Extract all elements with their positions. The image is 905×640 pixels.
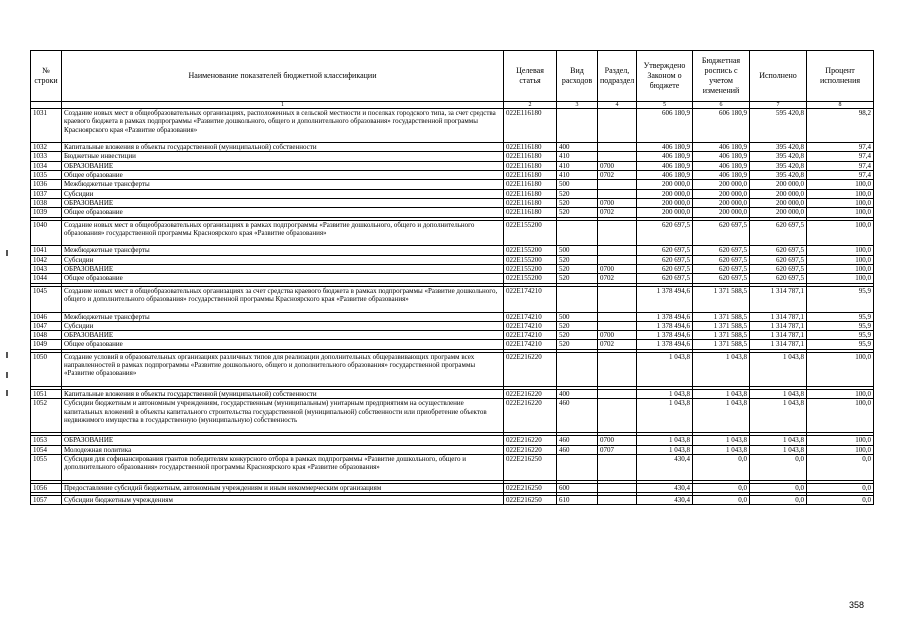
table-header-row [31, 51, 874, 102]
indicator-name-cell: Создание условий в образовательных организациях различных типов для реализации дополнительных общеразвивающих программ всех направленностей в рамках подпрограммы «Развитие дошкольного, общего и дополнительного образования» государственной программы «Развитие образования» [62, 352, 504, 386]
indicator-name-cell: Молодежная политика [62, 445, 504, 454]
expense-type-cell: 520 [557, 189, 598, 198]
table-row [31, 152, 874, 161]
expense-type-cell: 520 [557, 274, 598, 283]
section-cell [598, 483, 637, 492]
header-section: Раздел, подраздел [598, 51, 637, 102]
expense-type-cell: 410 [557, 161, 598, 170]
target-article-cell: 022Е116180 [504, 208, 557, 217]
approved-amount-cell: 430,4 [637, 483, 693, 492]
section-cell [598, 255, 637, 264]
expense-type-cell: 520 [557, 198, 598, 207]
execution-percent-cell: 100,0 [807, 265, 874, 274]
execution-percent-cell: 100,0 [807, 274, 874, 283]
expense-type-cell: 520 [557, 265, 598, 274]
schedule-amount-cell: 406 180,9 [693, 152, 750, 161]
section-cell: 0702 [598, 171, 637, 180]
section-cell: 0700 [598, 331, 637, 340]
approved-amount-cell: 430,4 [637, 496, 693, 505]
row-number-cell: 1040 [31, 220, 62, 246]
execution-percent-cell: 97,4 [807, 152, 874, 161]
row-number-cell: 1055 [31, 454, 62, 480]
indicator-name-cell: Капитальные вложения в объекты государственной (муниципальной) собственности [62, 143, 504, 152]
schedule-amount-cell: 1 371 588,5 [693, 340, 750, 349]
row-number-cell: 1057 [31, 496, 62, 505]
executed-amount-cell: 595 420,8 [750, 109, 807, 143]
target-article-cell: 022Е216220 [504, 445, 557, 454]
table-row [31, 143, 874, 152]
executed-amount-cell: 200 000,0 [750, 208, 807, 217]
table-row [31, 389, 874, 398]
execution-percent-cell: 98,2 [807, 109, 874, 143]
schedule-amount-cell: 406 180,9 [693, 143, 750, 152]
schedule-amount-cell: 620 697,5 [693, 255, 750, 264]
table-row [31, 189, 874, 198]
executed-amount-cell: 1 314 787,1 [750, 312, 807, 321]
indicator-name-cell: Общее образование [62, 208, 504, 217]
approved-amount-cell: 200 000,0 [637, 208, 693, 217]
table-row [31, 321, 874, 330]
approved-amount-cell: 620 697,5 [637, 220, 693, 246]
row-number-cell: 1039 [31, 208, 62, 217]
schedule-amount-cell: 1 371 588,5 [693, 331, 750, 340]
executed-amount-cell: 620 697,5 [750, 220, 807, 246]
header-expense-type: Вид расходов [557, 51, 598, 102]
column-number: 3 [557, 102, 598, 109]
row-number-cell: 1054 [31, 445, 62, 454]
schedule-amount-cell: 1 043,8 [693, 399, 750, 433]
approved-amount-cell: 1 043,8 [637, 389, 693, 398]
row-number-cell: 1033 [31, 152, 62, 161]
target-article-cell: 022Е116180 [504, 198, 557, 207]
row-number-cell: 1038 [31, 198, 62, 207]
row-number-cell: 1043 [31, 265, 62, 274]
expense-type-cell: 500 [557, 180, 598, 189]
expense-type-cell: 500 [557, 312, 598, 321]
indicator-name-cell: ОБРАЗОВАНИЕ [62, 161, 504, 170]
section-cell: 0700 [598, 265, 637, 274]
section-cell [598, 312, 637, 321]
row-number-cell: 1051 [31, 389, 62, 398]
expense-type-cell [557, 352, 598, 386]
row-number-cell: 1045 [31, 286, 62, 312]
column-number: 8 [807, 102, 874, 109]
table-body [31, 109, 874, 505]
approved-amount-cell: 1 378 494,6 [637, 321, 693, 330]
section-cell [598, 180, 637, 189]
target-article-cell: 022Е155200 [504, 274, 557, 283]
execution-percent-cell: 0,0 [807, 496, 874, 505]
target-article-cell: 022Е116180 [504, 161, 557, 170]
expense-type-cell [557, 286, 598, 312]
row-number-cell: 1052 [31, 399, 62, 433]
section-cell [598, 352, 637, 386]
execution-percent-cell: 100,0 [807, 389, 874, 398]
schedule-amount-cell: 620 697,5 [693, 274, 750, 283]
schedule-amount-cell: 200 000,0 [693, 189, 750, 198]
execution-percent-cell: 97,4 [807, 171, 874, 180]
section-cell [598, 189, 637, 198]
table-row [31, 483, 874, 492]
execution-percent-cell: 95,9 [807, 340, 874, 349]
row-number-cell: 1036 [31, 180, 62, 189]
expense-type-cell: 400 [557, 389, 598, 398]
approved-amount-cell: 620 697,5 [637, 255, 693, 264]
indicator-name-cell: ОБРАЗОВАНИЕ [62, 198, 504, 207]
execution-percent-cell: 100,0 [807, 445, 874, 454]
target-article-cell: 022Е216220 [504, 436, 557, 445]
indicator-name-cell: Бюджетные инвестиции [62, 152, 504, 161]
executed-amount-cell: 395 420,8 [750, 161, 807, 170]
section-cell [598, 246, 637, 255]
table-row [31, 198, 874, 207]
header-row-number: № строки [31, 51, 62, 102]
executed-amount-cell: 395 420,8 [750, 152, 807, 161]
header-approved-by-law: Утверждено Законом о бюджете [637, 51, 693, 102]
indicator-name-cell: Субсидии [62, 189, 504, 198]
indicator-name-cell: Капитальные вложения в объекты государственной (муниципальной) собственности [62, 389, 504, 398]
table-row [31, 255, 874, 264]
column-number: 5 [637, 102, 693, 109]
expense-type-cell: 460 [557, 436, 598, 445]
executed-amount-cell: 1 314 787,1 [750, 286, 807, 312]
section-cell: 0700 [598, 198, 637, 207]
indicator-name-cell: ОБРАЗОВАНИЕ [62, 436, 504, 445]
expense-type-cell: 460 [557, 399, 598, 433]
table-row [31, 171, 874, 180]
execution-percent-cell: 95,9 [807, 286, 874, 312]
target-article-cell: 022Е216250 [504, 483, 557, 492]
schedule-amount-cell: 1 371 588,5 [693, 286, 750, 312]
row-number-cell: 1032 [31, 143, 62, 152]
row-number-cell: 1056 [31, 483, 62, 492]
section-cell [598, 389, 637, 398]
executed-amount-cell: 1 314 787,1 [750, 321, 807, 330]
table-row [31, 265, 874, 274]
expense-type-cell: 520 [557, 331, 598, 340]
section-cell: 0700 [598, 436, 637, 445]
schedule-amount-cell: 1 043,8 [693, 352, 750, 386]
indicator-name-cell: Создание новых мест в общеобразовательных организациях за счет средства краевого бюджета в рамках подпрограммы «Развитие дошкольного, общего и дополнительного образования» государственной программы Красноярского края «Развитие образования» [62, 286, 504, 312]
table-row [31, 208, 874, 217]
execution-percent-cell: 0,0 [807, 483, 874, 492]
table-row [31, 331, 874, 340]
row-number-cell: 1031 [31, 109, 62, 143]
margin-mark [6, 372, 8, 378]
execution-percent-cell: 100,0 [807, 208, 874, 217]
target-article-cell: 022Е216250 [504, 496, 557, 505]
executed-amount-cell: 620 697,5 [750, 274, 807, 283]
expense-type-cell: 520 [557, 255, 598, 264]
column-number: 1 [62, 102, 504, 109]
section-cell: 0702 [598, 208, 637, 217]
target-article-cell: 022Е216220 [504, 352, 557, 386]
target-article-cell: 022Е116180 [504, 189, 557, 198]
table-row [31, 220, 874, 246]
schedule-amount-cell: 1 043,8 [693, 389, 750, 398]
column-number: 4 [598, 102, 637, 109]
header-executed: Исполнено [750, 51, 807, 102]
schedule-amount-cell: 0,0 [693, 483, 750, 492]
row-number-cell: 1041 [31, 246, 62, 255]
table-row [31, 496, 874, 505]
expense-type-cell [557, 454, 598, 480]
target-article-cell: 022Е216220 [504, 399, 557, 433]
expense-type-cell: 610 [557, 496, 598, 505]
schedule-amount-cell: 1 371 588,5 [693, 312, 750, 321]
indicator-name-cell: Создание новых мест в общеобразовательных организациях, расположенных в сельской местности и поселках городского типа, за счет средства краевого бюджета в рамках подпрограммы «Развитие дошкольного, общего и дополнительного образования» государственной программы Красноярского края «Развитие образования» [62, 109, 504, 143]
schedule-amount-cell: 200 000,0 [693, 208, 750, 217]
indicator-name-cell: Создание новых мест в общеобразовательных организациях в рамках подпрограммы «Развитие дошкольного, общего и дополнительного образования» государственной программы Красноярского края «Развитие образования» [62, 220, 504, 246]
table-row [31, 436, 874, 445]
execution-percent-cell: 100,0 [807, 352, 874, 386]
executed-amount-cell: 1 043,8 [750, 389, 807, 398]
target-article-cell: 022Е174210 [504, 286, 557, 312]
expense-type-cell: 600 [557, 483, 598, 492]
executed-amount-cell: 200 000,0 [750, 180, 807, 189]
indicator-name-cell: Общее образование [62, 340, 504, 349]
execution-percent-cell: 0,0 [807, 454, 874, 480]
indicator-name-cell: Субсидия для софинансирования грантов победителям конкурсного отбора в рамках подпрограммы «Развитие дошкольного, общего и дополнительного образования» государственной программы Красноярского края «Развитие образования» [62, 454, 504, 480]
executed-amount-cell: 200 000,0 [750, 198, 807, 207]
expense-type-cell: 500 [557, 246, 598, 255]
schedule-amount-cell: 620 697,5 [693, 220, 750, 246]
target-article-cell: 022Е155200 [504, 246, 557, 255]
section-cell [598, 496, 637, 505]
row-number-cell: 1034 [31, 161, 62, 170]
schedule-amount-cell: 0,0 [693, 454, 750, 480]
approved-amount-cell: 1 378 494,6 [637, 312, 693, 321]
section-cell [598, 454, 637, 480]
approved-amount-cell: 406 180,9 [637, 171, 693, 180]
executed-amount-cell: 620 697,5 [750, 255, 807, 264]
column-number: 7 [750, 102, 807, 109]
approved-amount-cell: 1 043,8 [637, 399, 693, 433]
target-article-cell: 022Е155200 [504, 220, 557, 246]
executed-amount-cell: 1 314 787,1 [750, 340, 807, 349]
execution-percent-cell: 100,0 [807, 180, 874, 189]
target-article-cell: 022Е216220 [504, 389, 557, 398]
approved-amount-cell: 1 043,8 [637, 436, 693, 445]
approved-amount-cell: 406 180,9 [637, 143, 693, 152]
executed-amount-cell: 620 697,5 [750, 246, 807, 255]
section-cell: 0702 [598, 340, 637, 349]
approved-amount-cell: 620 697,5 [637, 246, 693, 255]
indicator-name-cell: Межбюджетные трансферты [62, 312, 504, 321]
executed-amount-cell: 620 697,5 [750, 265, 807, 274]
target-article-cell: 022Е116180 [504, 109, 557, 143]
approved-amount-cell: 200 000,0 [637, 189, 693, 198]
execution-percent-cell: 100,0 [807, 399, 874, 433]
table-row [31, 274, 874, 283]
executed-amount-cell: 1 043,8 [750, 399, 807, 433]
header-target-article: Целевая статья [504, 51, 557, 102]
indicator-name-cell: Предоставление субсидий бюджетным, автономным учреждениям и иным некоммерческим организациям [62, 483, 504, 492]
expense-type-cell: 520 [557, 321, 598, 330]
row-number-cell: 1050 [31, 352, 62, 386]
target-article-cell: 022Е174210 [504, 331, 557, 340]
execution-percent-cell: 100,0 [807, 189, 874, 198]
indicator-name-cell: Общее образование [62, 171, 504, 180]
executed-amount-cell: 395 420,8 [750, 171, 807, 180]
indicator-name-cell: Межбюджетные трансферты [62, 246, 504, 255]
approved-amount-cell: 430,4 [637, 454, 693, 480]
executed-amount-cell: 1 043,8 [750, 436, 807, 445]
column-number-blank [31, 102, 62, 109]
indicator-name-cell: Межбюджетные трансферты [62, 180, 504, 189]
execution-percent-cell: 97,4 [807, 161, 874, 170]
section-cell: 0700 [598, 161, 637, 170]
table-row [31, 161, 874, 170]
execution-percent-cell: 95,9 [807, 331, 874, 340]
executed-amount-cell: 0,0 [750, 496, 807, 505]
schedule-amount-cell: 0,0 [693, 496, 750, 505]
target-article-cell: 022Е216250 [504, 454, 557, 480]
execution-percent-cell: 97,4 [807, 143, 874, 152]
table-row [31, 246, 874, 255]
execution-percent-cell: 100,0 [807, 436, 874, 445]
table-row [31, 180, 874, 189]
row-number-cell: 1037 [31, 189, 62, 198]
executed-amount-cell: 0,0 [750, 454, 807, 480]
table-row [31, 340, 874, 349]
schedule-amount-cell: 200 000,0 [693, 198, 750, 207]
approved-amount-cell: 620 697,5 [637, 274, 693, 283]
execution-percent-cell: 95,9 [807, 321, 874, 330]
expense-type-cell: 520 [557, 340, 598, 349]
indicator-name-cell: ОБРАЗОВАНИЕ [62, 331, 504, 340]
budget-table [30, 50, 874, 505]
indicator-name-cell: Субсидии бюджетным учреждениям [62, 496, 504, 505]
executed-amount-cell: 1 314 787,1 [750, 331, 807, 340]
approved-amount-cell: 406 180,9 [637, 152, 693, 161]
header-indicator-name: Наименование показателей бюджетной классификации [62, 51, 504, 102]
row-number-cell: 1049 [31, 340, 62, 349]
page-number: 358 [849, 600, 865, 610]
target-article-cell: 022Е116180 [504, 180, 557, 189]
section-cell [598, 152, 637, 161]
execution-percent-cell: 95,9 [807, 312, 874, 321]
target-article-cell: 022Е174210 [504, 340, 557, 349]
row-number-cell: 1044 [31, 274, 62, 283]
section-cell [598, 143, 637, 152]
section-cell: 0707 [598, 445, 637, 454]
indicator-name-cell: Общее образование [62, 274, 504, 283]
executed-amount-cell: 1 043,8 [750, 445, 807, 454]
header-budget-schedule: Бюджетная роспись с учетом изменений [693, 51, 750, 102]
table-row [31, 352, 874, 386]
expense-type-cell: 400 [557, 143, 598, 152]
schedule-amount-cell: 606 180,9 [693, 109, 750, 143]
row-number-cell: 1048 [31, 331, 62, 340]
expense-type-cell [557, 109, 598, 143]
approved-amount-cell: 1 378 494,6 [637, 286, 693, 312]
schedule-amount-cell: 406 180,9 [693, 171, 750, 180]
approved-amount-cell: 1 043,8 [637, 352, 693, 386]
margin-mark [6, 352, 8, 358]
schedule-amount-cell: 406 180,9 [693, 161, 750, 170]
column-numbers-row [31, 102, 874, 109]
section-cell [598, 321, 637, 330]
table-row [31, 286, 874, 312]
section-cell [598, 109, 637, 143]
section-cell [598, 220, 637, 246]
schedule-amount-cell: 1 043,8 [693, 436, 750, 445]
indicator-name-cell: Субсидии [62, 321, 504, 330]
expense-type-cell: 460 [557, 445, 598, 454]
margin-mark [6, 390, 8, 396]
indicator-name-cell: ОБРАЗОВАНИЕ [62, 265, 504, 274]
section-cell [598, 286, 637, 312]
header-execution-percent: Процент исполнения [807, 51, 874, 102]
table-row [31, 312, 874, 321]
approved-amount-cell: 1 378 494,6 [637, 340, 693, 349]
table-row [31, 454, 874, 480]
row-number-cell: 1053 [31, 436, 62, 445]
executed-amount-cell: 200 000,0 [750, 189, 807, 198]
approved-amount-cell: 200 000,0 [637, 180, 693, 189]
margin-mark [6, 250, 8, 256]
approved-amount-cell: 1 043,8 [637, 445, 693, 454]
expense-type-cell: 520 [557, 208, 598, 217]
section-cell [598, 399, 637, 433]
row-number-cell: 1042 [31, 255, 62, 264]
expense-type-cell: 410 [557, 171, 598, 180]
target-article-cell: 022Е155200 [504, 255, 557, 264]
target-article-cell: 022Е174210 [504, 321, 557, 330]
row-number-cell: 1046 [31, 312, 62, 321]
approved-amount-cell: 406 180,9 [637, 161, 693, 170]
executed-amount-cell: 0,0 [750, 483, 807, 492]
indicator-name-cell: Субсидии бюджетным и автономным учреждениям, государственным (муниципальным) унитарным предприятиям на осуществление капитальных вложений в объекты капитального строительства государственной (муниципальной) собственности или приобретение объектов недвижимого имущества в государственную (муниципальную) собственность [62, 399, 504, 433]
schedule-amount-cell: 1 043,8 [693, 445, 750, 454]
approved-amount-cell: 620 697,5 [637, 265, 693, 274]
schedule-amount-cell: 620 697,5 [693, 265, 750, 274]
column-number: 2 [504, 102, 557, 109]
table-row [31, 445, 874, 454]
executed-amount-cell: 1 043,8 [750, 352, 807, 386]
column-number: 6 [693, 102, 750, 109]
approved-amount-cell: 1 378 494,6 [637, 331, 693, 340]
execution-percent-cell: 100,0 [807, 220, 874, 246]
schedule-amount-cell: 1 371 588,5 [693, 321, 750, 330]
approved-amount-cell: 606 180,9 [637, 109, 693, 143]
section-cell: 0702 [598, 274, 637, 283]
execution-percent-cell: 100,0 [807, 198, 874, 207]
target-article-cell: 022Е116180 [504, 171, 557, 180]
row-number-cell: 1047 [31, 321, 62, 330]
target-article-cell: 022Е116180 [504, 152, 557, 161]
target-article-cell: 022Е116180 [504, 143, 557, 152]
target-article-cell: 022Е155200 [504, 265, 557, 274]
target-article-cell: 022Е174210 [504, 312, 557, 321]
execution-percent-cell: 100,0 [807, 255, 874, 264]
executed-amount-cell: 395 420,8 [750, 143, 807, 152]
approved-amount-cell: 200 000,0 [637, 198, 693, 207]
schedule-amount-cell: 200 000,0 [693, 180, 750, 189]
table-row [31, 109, 874, 143]
table-row [31, 399, 874, 433]
indicator-name-cell: Субсидии [62, 255, 504, 264]
expense-type-cell: 410 [557, 152, 598, 161]
execution-percent-cell: 100,0 [807, 246, 874, 255]
schedule-amount-cell: 620 697,5 [693, 246, 750, 255]
expense-type-cell [557, 220, 598, 246]
row-number-cell: 1035 [31, 171, 62, 180]
